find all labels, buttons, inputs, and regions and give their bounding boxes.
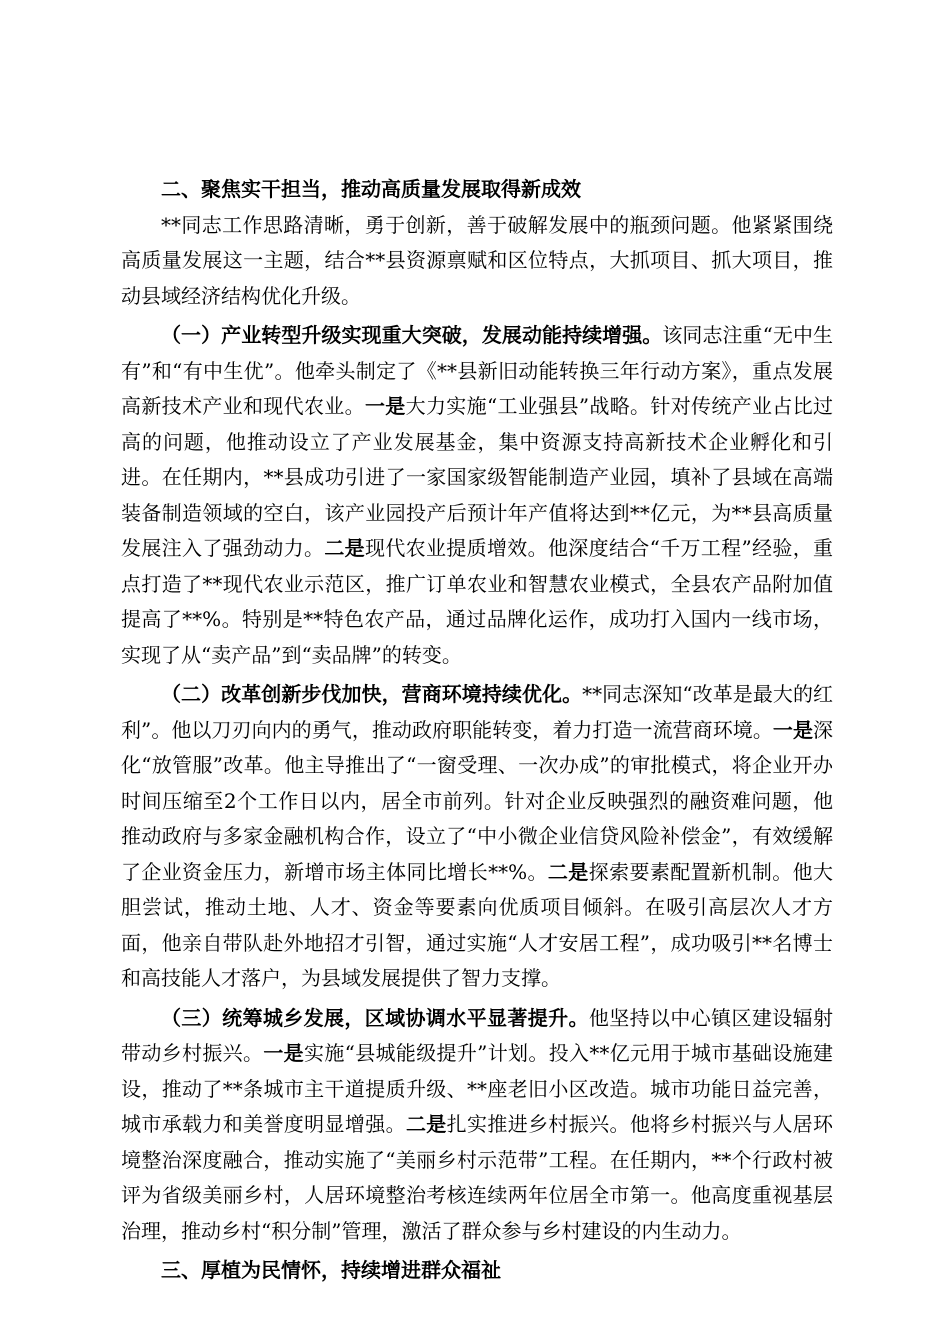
subsection-2-point-1-marker: 一是 [772,717,813,742]
document-body [121,172,833,1289]
subsection-1-point-1-marker: 一是 [364,394,406,418]
subsection-1-text-a: 该同志注重“无中生有”和“有中生优”。他牵头制定了《**县新旧动能转换三年行动方案》，重点发展高新技术产业和现代农业。 [121,323,833,418]
section-heading-2: 二、聚焦实干担当，推动高质量发展取得新成效 [161,177,581,201]
subsection-2-text-c: 探索要素配置新机制。他大胆尝试，推动土地、人才、资金等要素向优质项目倾斜。在吸引高层次人才方面，他亲自带队赴外地招才引智，通过实施“人才安居工程”，成功吸引**名博士和高技能人才落户，为县域发展提供了智力支撑。 [121,859,833,990]
subsection-1-title: （一）产业转型升级实现重大突破，发展动能持续增强。 [161,323,663,347]
subsection-2-text-b: 深化“放管服”改革。他主导推出了“一窗受理、一次办成”的审批模式，将企业开办时间压缩至2个工作日以内，居全市前列。针对企业反映强烈的融资难问题，他推动政府与多家金融机构合作，设立了“中小微企业信贷风险补偿金”，有效缓解了企业资金压力，新增市场主体同比增长**%。 [121,717,833,884]
subsection-1-point-2-marker: 二是 [324,536,365,560]
subsection-2-title: （二）改革创新步伐加快，营商环境持续优化。 [161,682,583,706]
subsection-2-paragraph [121,677,833,997]
section-heading-3: 三、厚植为民情怀，持续增进群众福祉 [161,1258,501,1282]
subsection-3-paragraph [121,1001,833,1250]
subsection-3-text-b: 实施“县城能级提升”计划。投入**亿元用于城市基础设施建设，推动了**条城市主干道提质升级、**座老旧小区改造。城市功能日益完善，城市承载力和美誉度明显增强。 [121,1041,834,1136]
subsection-1-paragraph [121,318,833,673]
subsection-3-point-2-marker: 二是 [405,1112,447,1136]
subsection-3-text-c: 扎实推进乡村振兴。他将乡村振兴与人居环境整治深度融合，推动实施了“美丽乡村示范带”工程。在任期内，**个行政村被评为省级美丽乡村，人居环境整治考核连续两年位居全市第一。他高度重视基层治理，推动乡村“积分制”管理，激活了群众参与乡村建设的内生动力。 [121,1112,834,1243]
subsection-1-text-b: 大力实施“工业强县”战略。针对传统产业占比过高的问题，他推动设立了产业发展基金，集中资源支持高新技术企业孵化和引进。在任期内，**县成功引进了一家国家级智能制造产业园，填补了县域在高端装备制造领域的空白，该产业园投产后预计年产值将达到**亿元，为**县高质量发展注入了强劲动力。 [121,394,834,560]
subsection-2-point-2-marker: 二是 [547,859,589,884]
subsection-3-point-1-marker: 一是 [263,1041,304,1065]
subsection-2-text-a: **同志深知“改革是最大的红利”。他以刀刃向内的勇气，推动政府职能转变，着力打造一流营商环境。 [121,682,833,742]
subsection-3-title: （三）统筹城乡发展，区域协调水平显著提升。 [161,1005,589,1030]
section-2-intro-paragraph: **同志工作思路清晰，勇于创新，善于破解发展中的瓶颈问题。他紧紧围绕高质量发展这一主题，结合**县资源禀赋和区位特点，大抓项目、抓大项目，推动县域经济结构优化升级。 [121,212,833,308]
subsection-3-text-a: 他坚持以中心镇区建设辐射带动乡村振兴。 [121,1005,833,1065]
subsection-1-text-c: 现代农业提质增效。他深度结合“千万工程”经验，重点打造了**现代农业示范区，推广订单农业和智慧农业模式，全县农产品附加值提高了**%。特别是**特色农产品，通过品牌化运作，成功打入国内一线市场，实现了从“卖产品”到“卖品牌”的转变。 [121,536,834,667]
